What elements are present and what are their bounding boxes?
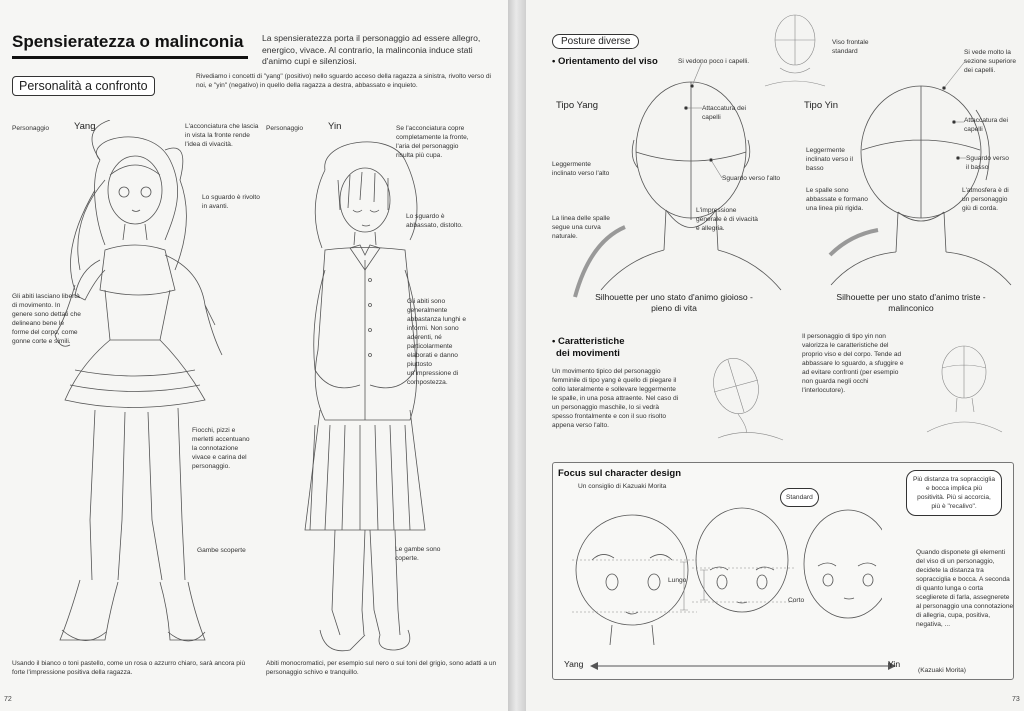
note-front-view: Viso frontale standard — [832, 39, 869, 55]
left-page — [0, 0, 508, 711]
note-yang-legs: Gambe scoperte — [197, 547, 246, 554]
footer-yang: Usando il bianco o toni pastello, come un rosa o azzurro chiaro, sarà ancora più forte l'impressione positiva della ragazza. — [12, 660, 246, 676]
page-number-right: 73 — [1012, 696, 1020, 703]
note-yin-clothes: Gli abiti sono generalmente abbastanza lunghi e informi. Non sono aderenti, né particolarmente elaborati e danno piuttosto un'impressione di compostezza. — [407, 298, 467, 386]
caption-yang: Silhouette per uno stato d'animo gioioso - pieno di vita — [595, 292, 753, 313]
note-atmosphere: L'atmosfera è di un personaggio giù di corda. — [962, 187, 1009, 212]
note-yang-hair: L'acconciatura che lascia in vista la fronte rende l'idea di vivacità. — [185, 123, 259, 148]
axis-label-yang: Yang — [564, 659, 584, 669]
bubble-standard: Standard — [780, 488, 819, 507]
note-shoulders-yang: La linea delle spalle segue una curva naturale. — [552, 215, 610, 240]
label-yang-type: Tipo Yang — [556, 100, 599, 111]
note-yang-clothes: Gli abiti lasciano libertà di movimento. In genere sono dettati che delineano bene le forme del corpo, come gonne corte e simili. — [12, 293, 81, 345]
note-yin-gaze: Lo sguardo è abbassato, distolto. — [406, 213, 463, 229]
section-intro: Rivediamo i concetti di "yang" (positivo) nello sguardo acceso della ragazza a sinistra, rivolto verso di noi, e "yin" (negativo) in quello della ragazza a destra, abbassato e inquieto. — [196, 73, 491, 89]
yin-pose-sketch — [922, 332, 1012, 442]
yang-yin-axis-arrow — [588, 659, 901, 673]
note-yin-hair: Se l'acconciatura copre completamente la fronte, l'aria del personaggio risulta più cupa. — [396, 125, 469, 159]
label-corto: Corto — [788, 597, 805, 604]
right-page — [526, 0, 1024, 711]
yang-pose-sketch — [698, 348, 788, 448]
sub-orientation: • Orientamento del viso — [552, 56, 658, 67]
yin-movement-text: Il personaggio di tipo yin non valorizza le caratteristiche del proprio viso e del corpo. Tende ad abbassare lo sguardo, a sfuggire e ad evitare confronti (per esempio non guarda negli occhi l'interlocutore). — [802, 333, 904, 394]
note-tilt-up: Leggermente inclinato verso l'alto — [552, 161, 610, 177]
quote-author: (Kazuaki Morita) — [918, 667, 967, 674]
footer-yin: Abiti monocromatici, per esempio sul nero o sui toni del grigio, sono adatti a un personaggio schivo e tranquillo. — [266, 660, 497, 676]
quote-text: Quando disponete gli elementi del viso di un personaggio, decidete la distanza tra sopracciglia e bocca. A seconda di quanto lunga o corta sceglierete di farla, assegnerete al personaggio una connotazione di allegria, cupa, positiva, negativa, ... — [916, 549, 1014, 628]
note-yang-gaze: Lo sguardo è rivolto in avanti. — [202, 194, 260, 210]
note-yang-bows: Fiocchi, pizzi e merletti accentuano la connotazione vivace e carina del personaggio. — [192, 427, 250, 470]
sub-movements: • Caratteristiche — [552, 336, 625, 347]
note-hairline-yang: Attaccatura dei capelli — [702, 105, 746, 121]
label-yin-type: Tipo Yin — [804, 100, 838, 111]
leader-lines — [526, 0, 1024, 300]
note-gaze-up: Sguardo verso l'alto — [722, 175, 781, 182]
note-gaze-down: Sguardo verso il basso — [966, 155, 1009, 171]
yang-name: Yang — [74, 121, 96, 132]
yin-name: Yin — [328, 121, 342, 132]
note-impression: L'impressione generale è di vivacità e allegria. — [696, 207, 758, 232]
page-title: Spensieratezza o malinconia — [12, 32, 244, 51]
bubble-top: Più distanza tra sopracciglia e bocca implica più positività. Più si accorcia, più è "recalivo". — [906, 470, 1002, 516]
face-comparison-sketches — [562, 500, 882, 650]
title-underline — [12, 56, 248, 59]
axis-label-yin: Yin — [888, 659, 901, 669]
page-number-left: 72 — [4, 696, 12, 703]
label-lungo: Lungo — [668, 577, 687, 584]
note-tilt-down: Leggermente inclinato verso il basso — [806, 147, 853, 172]
focus-title: Focus sul character design — [558, 468, 682, 479]
note-hair-many: Si vede molto la sezione superiore dei capelli. — [964, 49, 1017, 74]
book-gutter — [508, 0, 526, 711]
pill-label: Posture diverse — [552, 34, 639, 49]
section-label: Personalità a confronto — [12, 76, 155, 96]
page-intro: La spensieratezza porta il personaggio ad essere allegro, energico, vivace. Al contrario, la malinconia induce stati d'animo cupi e silenziosi. — [262, 33, 481, 66]
movement-text: Un movimento tipico del personaggio femminile di tipo yang è quello di piegare il collo lateralmente e sollevare leggermente le spalle, in una posa attraente. Nel caso di un personaggio maschile, lo si vedrà spesso frontalmente e con il suo risolto appena verso l'alto. — [552, 368, 679, 429]
note-hairline-yin: Attaccatura dei capelli — [964, 117, 1008, 133]
caption-yin: Silhouette per uno stato d'animo triste - malinconico — [836, 292, 986, 313]
note-shoulders-yin: Le spalle sono abbassate e formano una linea più rigida. — [806, 187, 868, 212]
note-yin-legs: Le gambe sono coperte. — [395, 546, 441, 562]
sub-movements-line1: Caratteristiche — [557, 336, 625, 347]
yang-header: Personaggio — [12, 125, 50, 132]
sub-orientation-text: Orientamento del viso — [557, 56, 658, 67]
sub-movements-line2: dei movimenti — [556, 348, 620, 359]
yin-header: Personaggio — [266, 125, 304, 132]
note-hair-visible: Si vedono poco i capelli. — [678, 58, 750, 65]
focus-subtitle: Un consiglio di Kazuaki Morita — [578, 483, 667, 490]
